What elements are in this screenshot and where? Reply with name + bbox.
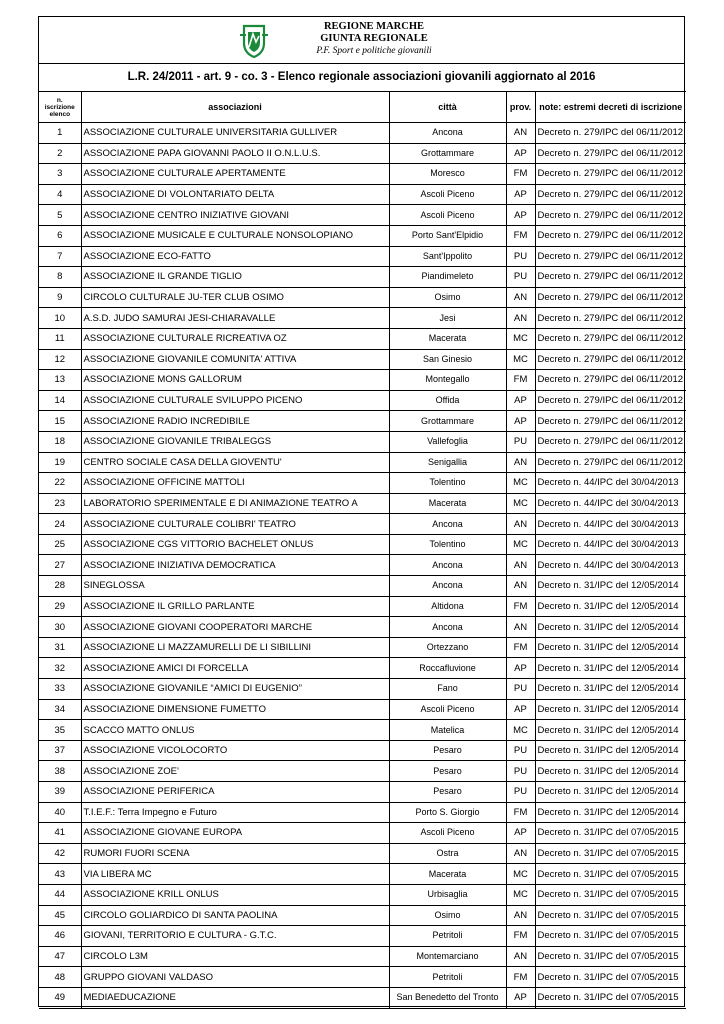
- table-header-row: [39, 92, 686, 123]
- province-code: PU: [506, 679, 535, 700]
- association-name: ASSOCIAZIONE CGS VITTORIO BACHELET ONLUS: [81, 534, 389, 555]
- city-name: Pesaro: [389, 761, 506, 782]
- city-name: Grottammare: [389, 143, 506, 164]
- row-number: 15: [39, 411, 81, 432]
- city-name: Porto Sant'Elpidio: [389, 225, 506, 246]
- row-number: 42: [39, 843, 81, 864]
- table-row: [39, 864, 686, 885]
- table-row: [39, 761, 686, 782]
- table-row: [39, 246, 686, 267]
- city-name: Ancona: [389, 576, 506, 597]
- decree-note: Decreto n. 44/IPC del 30/04/2013: [535, 555, 686, 576]
- province-code: PU: [506, 431, 535, 452]
- city-name: Ascoli Piceno: [389, 823, 506, 844]
- row-number: 7: [39, 246, 81, 267]
- city-name: Ancona: [389, 555, 506, 576]
- row-number: 30: [39, 617, 81, 638]
- city-name: Petritoli: [389, 967, 506, 988]
- city-name: Offida: [389, 390, 506, 411]
- province-code: AN: [506, 123, 535, 144]
- column-header-number: n. iscrizione elenco: [39, 92, 81, 123]
- table-row: [39, 267, 686, 288]
- table-row: [39, 555, 686, 576]
- province-code: AP: [506, 143, 535, 164]
- association-name: ASSOCIAZIONE GIOVANILE “AMICI DI EUGENIO”: [81, 679, 389, 700]
- table-row: [39, 390, 686, 411]
- decree-note: Decreto n. 31/IPC del 07/05/2015: [535, 884, 686, 905]
- association-name: ASSOCIAZIONE ZOE’: [81, 761, 389, 782]
- table-row: [39, 205, 686, 226]
- row-number: 38: [39, 761, 81, 782]
- row-number: 25: [39, 534, 81, 555]
- province-code: MC: [506, 534, 535, 555]
- association-name: ASSOCIAZIONE OFFICINE MATTOLI: [81, 473, 389, 494]
- decree-note: Decreto n. 279/IPC del 06/11/2012: [535, 267, 686, 288]
- city-name: Macerata: [389, 493, 506, 514]
- table-row: [39, 493, 686, 514]
- city-name: Ascoli Piceno: [389, 205, 506, 226]
- province-code: MC: [506, 328, 535, 349]
- row-number: 14: [39, 390, 81, 411]
- decree-note: Decreto n. 279/IPC del 06/11/2012: [535, 431, 686, 452]
- table-row: [39, 967, 686, 988]
- decree-note: Decreto n. 279/IPC del 06/11/2012: [535, 205, 686, 226]
- table-row: [39, 617, 686, 638]
- regione-marche-logo-icon: [236, 23, 272, 59]
- city-name: Ortezzano: [389, 637, 506, 658]
- association-name: SINEGLOSSA: [81, 576, 389, 597]
- city-name: Matelica: [389, 720, 506, 741]
- decree-note: Decreto n. 31/IPC del 07/05/2015: [535, 926, 686, 947]
- column-header-associations: associazioni: [81, 92, 389, 123]
- table-row: [39, 349, 686, 370]
- province-code: MC: [506, 493, 535, 514]
- decree-note: Decreto n. 31/IPC del 07/05/2015: [535, 843, 686, 864]
- row-number: 11: [39, 328, 81, 349]
- decree-note: Decreto n. 44/IPC del 30/04/2013: [535, 493, 686, 514]
- province-code: FM: [506, 370, 535, 391]
- decree-note: Decreto n. 279/IPC del 06/11/2012: [535, 287, 686, 308]
- province-code: MC: [506, 349, 535, 370]
- decree-note: Decreto n. 279/IPC del 06/11/2012: [535, 246, 686, 267]
- city-name: Ascoli Piceno: [389, 699, 506, 720]
- province-code: AP: [506, 658, 535, 679]
- row-number: 10: [39, 308, 81, 329]
- province-code: AN: [506, 617, 535, 638]
- decree-note: Decreto n. 279/IPC del 06/11/2012: [535, 370, 686, 391]
- row-number: 28: [39, 576, 81, 597]
- province-code: AN: [506, 843, 535, 864]
- province-code: FM: [506, 637, 535, 658]
- row-number: 32: [39, 658, 81, 679]
- row-number: 33: [39, 679, 81, 700]
- decree-note: Decreto n. 31/IPC del 12/05/2014: [535, 699, 686, 720]
- association-name: A.S.D. JUDO SAMURAI JESI-CHIARAVALLE: [81, 308, 389, 329]
- associations-table: [39, 91, 686, 1009]
- decree-note: Decreto n. 279/IPC del 06/11/2012: [535, 184, 686, 205]
- city-name: Jesi: [389, 308, 506, 329]
- city-name: Osimo: [389, 287, 506, 308]
- city-name: Pesaro: [389, 740, 506, 761]
- province-code: AN: [506, 905, 535, 926]
- table-row: [39, 637, 686, 658]
- association-name: ASSOCIAZIONE MONS GALLORUM: [81, 370, 389, 391]
- decree-note: Decreto n. 279/IPC del 06/11/2012: [535, 349, 686, 370]
- document-sheet: [38, 16, 685, 1007]
- province-code: AN: [506, 452, 535, 473]
- province-code: AN: [506, 514, 535, 535]
- row-number: 6: [39, 225, 81, 246]
- province-code: AP: [506, 390, 535, 411]
- city-name: Ancona: [389, 617, 506, 638]
- province-code: AN: [506, 555, 535, 576]
- table-row: [39, 431, 686, 452]
- row-number: 31: [39, 637, 81, 658]
- decree-note: Decreto n. 31/IPC del 12/05/2014: [535, 637, 686, 658]
- province-code: PU: [506, 782, 535, 803]
- row-number: 12: [39, 349, 81, 370]
- decree-note: Decreto n. 31/IPC del 07/05/2015: [535, 905, 686, 926]
- province-code: FM: [506, 225, 535, 246]
- decree-note: Decreto n. 279/IPC del 06/11/2012: [535, 308, 686, 329]
- association-name: ASSOCIAZIONE CULTURALE RICREATIVA OZ: [81, 328, 389, 349]
- association-name: SCACCO MATTO ONLUS: [81, 720, 389, 741]
- row-number: 45: [39, 905, 81, 926]
- association-name: ASSOCIAZIONE DI VOLONTARIATO DELTA: [81, 184, 389, 205]
- row-number: 48: [39, 967, 81, 988]
- table-row: [39, 987, 686, 1008]
- row-number: 29: [39, 596, 81, 617]
- association-name: ASSOCIAZIONE VICOLOCORTO: [81, 740, 389, 761]
- association-name: ASSOCIAZIONE PAPA GIOVANNI PAOLO II O.N.L.U.S.: [81, 143, 389, 164]
- association-name: ASSOCIAZIONE CULTURALE APERTAMENTE: [81, 164, 389, 185]
- decree-note: Decreto n. 31/IPC del 12/05/2014: [535, 576, 686, 597]
- city-name: Tolentino: [389, 534, 506, 555]
- province-code: AP: [506, 205, 535, 226]
- association-name: ASSOCIAZIONE GIOVANI COOPERATORI MARCHE: [81, 617, 389, 638]
- row-number: 34: [39, 699, 81, 720]
- table-row: [39, 823, 686, 844]
- association-name: ASSOCIAZIONE IL GRILLO PARLANTE: [81, 596, 389, 617]
- decree-note: Decreto n. 279/IPC del 06/11/2012: [535, 225, 686, 246]
- association-name: ASSOCIAZIONE RADIO INCREDIBILE: [81, 411, 389, 432]
- province-code: AP: [506, 987, 535, 1008]
- city-name: Moresco: [389, 164, 506, 185]
- association-name: CIRCOLO CULTURALE JU-TER CLUB OSIMO: [81, 287, 389, 308]
- giunta-name: GIUNTA REGIONALE: [320, 33, 428, 44]
- province-code: AN: [506, 308, 535, 329]
- table-row: [39, 184, 686, 205]
- table-row: [39, 473, 686, 494]
- table-row: [39, 905, 686, 926]
- city-name: Sant'Ippolito: [389, 246, 506, 267]
- row-number: 19: [39, 452, 81, 473]
- row-number: 5: [39, 205, 81, 226]
- association-name: ASSOCIAZIONE KRILL ONLUS: [81, 884, 389, 905]
- decree-note: Decreto n. 44/IPC del 30/04/2013: [535, 534, 686, 555]
- table-row: [39, 596, 686, 617]
- association-name: LABORATORIO SPERIMENTALE E DI ANIMAZIONE TEATRO A: [81, 493, 389, 514]
- table-row: [39, 926, 686, 947]
- decree-note: Decreto n. 279/IPC del 06/11/2012: [535, 452, 686, 473]
- province-code: AN: [506, 576, 535, 597]
- letterhead: [39, 17, 684, 64]
- city-name: Ancona: [389, 123, 506, 144]
- city-name: Ascoli Piceno: [389, 184, 506, 205]
- row-number: 41: [39, 823, 81, 844]
- association-name: RUMORI FUORI SCENA: [81, 843, 389, 864]
- province-code: AN: [506, 287, 535, 308]
- decree-note: Decreto n. 31/IPC del 07/05/2015: [535, 823, 686, 844]
- association-name: ASSOCIAZIONE PERIFERICA: [81, 782, 389, 803]
- column-header-city: città: [389, 92, 506, 123]
- province-code: AP: [506, 411, 535, 432]
- decree-note: Decreto n. 31/IPC del 07/05/2015: [535, 946, 686, 967]
- association-name: ASSOCIAZIONE INIZIATIVA DEMOCRATICA: [81, 555, 389, 576]
- city-name: Osimo: [389, 905, 506, 926]
- decree-note: Decreto n. 31/IPC del 12/05/2014: [535, 782, 686, 803]
- row-number: 1: [39, 123, 81, 144]
- city-name: Pesaro: [389, 782, 506, 803]
- decree-note: Decreto n. 31/IPC del 07/05/2015: [535, 967, 686, 988]
- decree-note: Decreto n. 44/IPC del 30/04/2013: [535, 473, 686, 494]
- table-row: [39, 287, 686, 308]
- association-name: ASSOCIAZIONE GIOVANILE COMUNITA' ATTIVA: [81, 349, 389, 370]
- row-number: 4: [39, 184, 81, 205]
- row-number: 18: [39, 431, 81, 452]
- city-name: Montegallo: [389, 370, 506, 391]
- city-name: San Ginesio: [389, 349, 506, 370]
- city-name: Fano: [389, 679, 506, 700]
- table-row: [39, 452, 686, 473]
- table-row: [39, 164, 686, 185]
- table-row: [39, 843, 686, 864]
- row-number: 35: [39, 720, 81, 741]
- association-name: ASSOCIAZIONE CULTURALE UNIVERSITARIA GULLIVER: [81, 123, 389, 144]
- city-name: Vallefoglia: [389, 431, 506, 452]
- province-code: AP: [506, 823, 535, 844]
- association-name: VIA LIBERA MC: [81, 864, 389, 885]
- row-number: 46: [39, 926, 81, 947]
- city-name: Macerata: [389, 328, 506, 349]
- decree-note: Decreto n. 31/IPC del 07/05/2015: [535, 987, 686, 1008]
- province-code: FM: [506, 967, 535, 988]
- document-title: L.R. 24/2011 - art. 9 - co. 3 - Elenco regionale associazioni giovanili aggiornato al 2016: [39, 63, 684, 92]
- association-name: ASSOCIAZIONE ECO-FATTO: [81, 246, 389, 267]
- province-code: PU: [506, 761, 535, 782]
- city-name: Piandimeleto: [389, 267, 506, 288]
- column-header-notes: note: estremi decreti di iscrizione: [535, 92, 686, 123]
- city-name: San Benedetto del Tronto: [389, 987, 506, 1008]
- row-number: 47: [39, 946, 81, 967]
- province-code: MC: [506, 864, 535, 885]
- city-name: Roccafluvione: [389, 658, 506, 679]
- decree-note: Decreto n. 31/IPC del 12/05/2014: [535, 596, 686, 617]
- decree-note: Decreto n. 279/IPC del 06/11/2012: [535, 328, 686, 349]
- association-name: ASSOCIAZIONE IL GRANDE TIGLIO: [81, 267, 389, 288]
- table-row: [39, 740, 686, 761]
- province-code: AP: [506, 699, 535, 720]
- decree-note: Decreto n. 31/IPC del 07/05/2015: [535, 864, 686, 885]
- association-name: ASSOCIAZIONE CULTURALE SVILUPPO PICENO: [81, 390, 389, 411]
- province-code: MC: [506, 720, 535, 741]
- table-row: [39, 884, 686, 905]
- table-row: [39, 679, 686, 700]
- office-name: P.F. Sport e politiche giovanili: [316, 46, 432, 56]
- row-number: 9: [39, 287, 81, 308]
- city-name: Ancona: [389, 514, 506, 535]
- association-name: T.I.E.F.: Terra Impegno e Futuro: [81, 802, 389, 823]
- association-name: CIRCOLO GOLIARDICO DI SANTA PAOLINA: [81, 905, 389, 926]
- association-name: ASSOCIAZIONE AMICI DI FORCELLA: [81, 658, 389, 679]
- decree-note: Decreto n. 31/IPC del 12/05/2014: [535, 720, 686, 741]
- table-row: [39, 328, 686, 349]
- decree-note: Decreto n. 31/IPC del 12/05/2014: [535, 658, 686, 679]
- row-number: 2: [39, 143, 81, 164]
- association-name: GIOVANI, TERRITORIO E CULTURA - G.T.C.: [81, 926, 389, 947]
- city-name: Montemarciano: [389, 946, 506, 967]
- association-name: MEDIAEDUCAZIONE: [81, 987, 389, 1008]
- table-row: [39, 143, 686, 164]
- province-code: FM: [506, 926, 535, 947]
- row-number: 3: [39, 164, 81, 185]
- row-number: 40: [39, 802, 81, 823]
- region-name: REGIONE MARCHE: [323, 21, 425, 32]
- table-row: [39, 514, 686, 535]
- association-name: CIRCOLO L3M: [81, 946, 389, 967]
- province-code: AN: [506, 946, 535, 967]
- province-code: FM: [506, 164, 535, 185]
- table-row: [39, 370, 686, 391]
- association-name: ASSOCIAZIONE CENTRO INIZIATIVE GIOVANI: [81, 205, 389, 226]
- table-row: [39, 576, 686, 597]
- table-row: [39, 946, 686, 967]
- city-name: Porto S. Giorgio: [389, 802, 506, 823]
- row-number: 44: [39, 884, 81, 905]
- city-name: Petritoli: [389, 926, 506, 947]
- row-number: 24: [39, 514, 81, 535]
- row-number: 43: [39, 864, 81, 885]
- association-name: ASSOCIAZIONE LI MAZZAMURELLI DE LI SIBILLINI: [81, 637, 389, 658]
- decree-note: Decreto n. 279/IPC del 06/11/2012: [535, 143, 686, 164]
- decree-note: Decreto n. 31/IPC del 12/05/2014: [535, 617, 686, 638]
- table-row: [39, 225, 686, 246]
- association-name: ASSOCIAZIONE GIOVANILE TRIBALEGGS: [81, 431, 389, 452]
- row-number: 22: [39, 473, 81, 494]
- city-name: Urbisaglia: [389, 884, 506, 905]
- table-row: [39, 308, 686, 329]
- row-number: 8: [39, 267, 81, 288]
- association-name: ASSOCIAZIONE MUSICALE E CULTURALE NONSOLOPIANO: [81, 225, 389, 246]
- province-code: MC: [506, 473, 535, 494]
- decree-note: Decreto n. 31/IPC del 12/05/2014: [535, 761, 686, 782]
- table-row: [39, 699, 686, 720]
- decree-note: Decreto n. 279/IPC del 06/11/2012: [535, 123, 686, 144]
- table-row: [39, 802, 686, 823]
- decree-note: Decreto n. 279/IPC del 06/11/2012: [535, 164, 686, 185]
- decree-note: Decreto n. 31/IPC del 12/05/2014: [535, 679, 686, 700]
- decree-note: Decreto n. 279/IPC del 06/11/2012: [535, 411, 686, 432]
- row-number: 27: [39, 555, 81, 576]
- row-number: 37: [39, 740, 81, 761]
- city-name: Tolentino: [389, 473, 506, 494]
- row-number: 39: [39, 782, 81, 803]
- association-name: ASSOCIAZIONE GIOVANE EUROPA: [81, 823, 389, 844]
- column-header-province: prov.: [506, 92, 535, 123]
- city-name: Senigallia: [389, 452, 506, 473]
- province-code: FM: [506, 802, 535, 823]
- decree-note: Decreto n. 279/IPC del 06/11/2012: [535, 390, 686, 411]
- city-name: Macerata: [389, 864, 506, 885]
- table-row: [39, 123, 686, 144]
- province-code: PU: [506, 246, 535, 267]
- province-code: PU: [506, 267, 535, 288]
- table-row: [39, 658, 686, 679]
- province-code: PU: [506, 740, 535, 761]
- row-number: 13: [39, 370, 81, 391]
- table-row: [39, 720, 686, 741]
- city-name: Ostra: [389, 843, 506, 864]
- province-code: FM: [506, 596, 535, 617]
- table-row: [39, 534, 686, 555]
- table-row: [39, 782, 686, 803]
- row-number: 49: [39, 987, 81, 1008]
- decree-note: Decreto n. 44/IPC del 30/04/2013: [535, 514, 686, 535]
- association-name: ASSOCIAZIONE DIMENSIONE FUMETTO: [81, 699, 389, 720]
- association-name: CENTRO SOCIALE CASA DELLA GIOVENTU': [81, 452, 389, 473]
- row-number: 23: [39, 493, 81, 514]
- city-name: Grottammare: [389, 411, 506, 432]
- province-code: AP: [506, 184, 535, 205]
- association-name: ASSOCIAZIONE CULTURALE COLIBRI' TEATRO: [81, 514, 389, 535]
- city-name: Altidona: [389, 596, 506, 617]
- decree-note: Decreto n. 31/IPC del 12/05/2014: [535, 740, 686, 761]
- decree-note: Decreto n. 31/IPC del 12/05/2014: [535, 802, 686, 823]
- table-row: [39, 411, 686, 432]
- association-name: GRUPPO GIOVANI VALDASO: [81, 967, 389, 988]
- province-code: MC: [506, 884, 535, 905]
- letterhead-text: [299, 21, 449, 57]
